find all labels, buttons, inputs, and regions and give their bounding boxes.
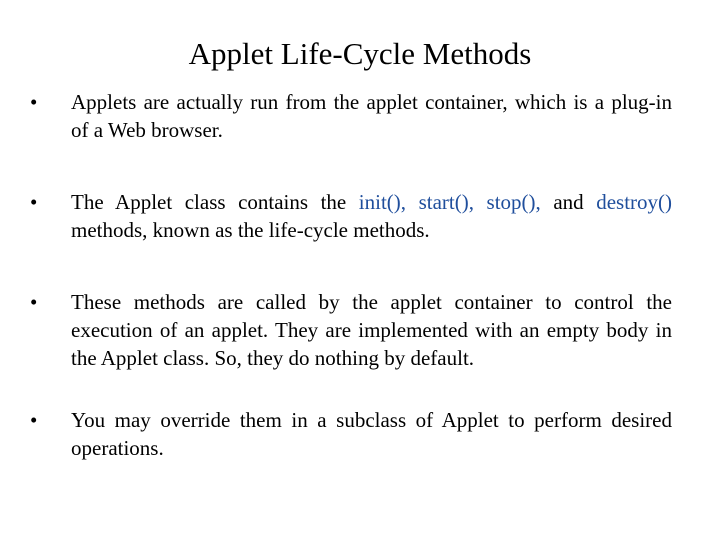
separator [406,190,419,214]
bullet-called-by-container [30,288,672,372]
method-init: init(), [358,190,407,214]
bullet-list [30,88,672,506]
bullet-mark: • [30,190,38,214]
separator [474,190,487,214]
method-stop: stop(), [486,190,541,214]
bullet-applet-container [30,88,672,144]
bullet-mark: • [30,290,38,314]
bullet-life-cycle-methods [30,188,672,244]
bullet-mark: • [30,408,38,432]
bullet-text: These methods are called by the applet container to control the execution of an applet. They are implemented with an empty body in the Applet class. So, they do nothing by default. [71,290,672,370]
bullet-text: You may override them in a subclass of Applet to perform desired operations. [71,408,672,460]
bullet-text-part: methods, known as the life-cycle methods. [71,218,430,242]
bullet-text-part: and [540,190,597,214]
method-destroy: destroy() [596,190,673,214]
bullet-text-part: The Applet class contains the [71,190,359,214]
bullet-override [30,406,672,462]
method-start: start(), [418,190,474,214]
slide-title: Applet Life-Cycle Methods [188,36,532,71]
bullet-text: Applets are actually run from the applet container, which is a plug-in of a Web browser. [71,90,672,142]
bullet-mark: • [30,90,38,114]
